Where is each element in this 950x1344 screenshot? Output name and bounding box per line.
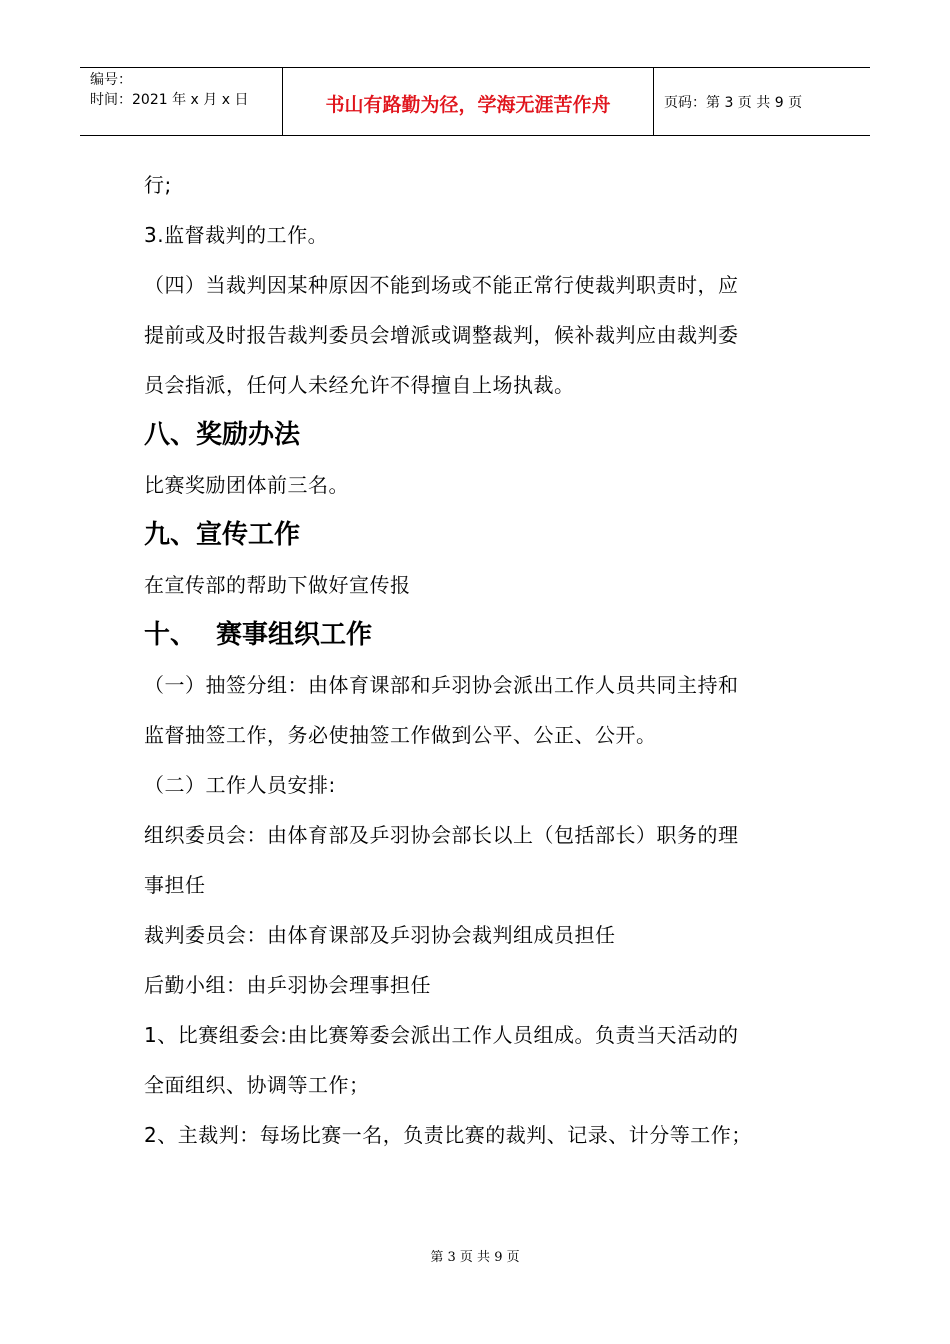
paragraph-line: 提前或及时报告裁判委员会增派或调整裁判，候补裁判应由裁判委 [144, 323, 739, 347]
document-number-label: 编号： [90, 72, 132, 88]
paragraph: 比赛奖励团体前三名。 [144, 473, 349, 497]
paragraph: 裁判委员会：由体育课部及乒羽协会裁判组成员担任 [144, 923, 616, 947]
paragraph-line: （一）抽签分组：由体育课部和乒羽协会派出工作人员共同主持和 [144, 673, 739, 697]
document-body [144, 160, 804, 1160]
section-heading-9: 九、宣传工作 [144, 520, 301, 550]
header-page-number: 页码：第 3 页 共 9 页 [664, 94, 803, 111]
page-footer: 第 3 页 共 9 页 [430, 1250, 520, 1265]
paragraph-line: 1、比赛组委会:由比赛筹委会派出工作人员组成。负责当天活动的 [144, 1023, 739, 1047]
document-date-label: 时间：2021 年 x 月 x 日 [90, 92, 249, 108]
section-heading-10 [144, 610, 804, 660]
paragraph: 后勤小组：由乒羽协会理事担任 [144, 973, 431, 997]
paragraph-line: （四）当裁判因某种原因不能到场或不能正常行使裁判职责时，应 [144, 273, 739, 297]
section-heading-8: 八、奖励办法 [144, 420, 301, 450]
paragraph-line: 组织委员会：由体育部及乒羽协会部长以上（包括部长）职务的理 [144, 823, 739, 847]
paragraph: 2、主裁判：每场比赛一名，负责比赛的裁判、记录、计分等工作； [144, 1123, 752, 1147]
paragraph: 在宣传部的帮助下做好宣传报 [144, 573, 411, 597]
paragraph-line: 监督抽签工作，务必使抽签工作做到公平、公正、公开。 [144, 723, 657, 747]
header-meta [80, 68, 282, 135]
page-header [80, 67, 870, 136]
section-heading-10-number: 十、 [144, 620, 197, 650]
paragraph-line: 员会指派，任何人未经允许不得擅自上场执裁。 [144, 373, 575, 397]
paragraph: 3.监督裁判的工作。 [144, 223, 329, 247]
paragraph-line: 事担任 [144, 873, 206, 897]
header-motto: 书山有路勤为径，学海无涯苦作舟 [282, 68, 654, 135]
paragraph: 行; [144, 173, 172, 197]
paragraph-line: 全面组织、协调等工作； [144, 1073, 370, 1097]
section-heading-10-title: 赛事组织工作 [216, 620, 373, 650]
paragraph: （二）工作人员安排: [144, 773, 336, 797]
